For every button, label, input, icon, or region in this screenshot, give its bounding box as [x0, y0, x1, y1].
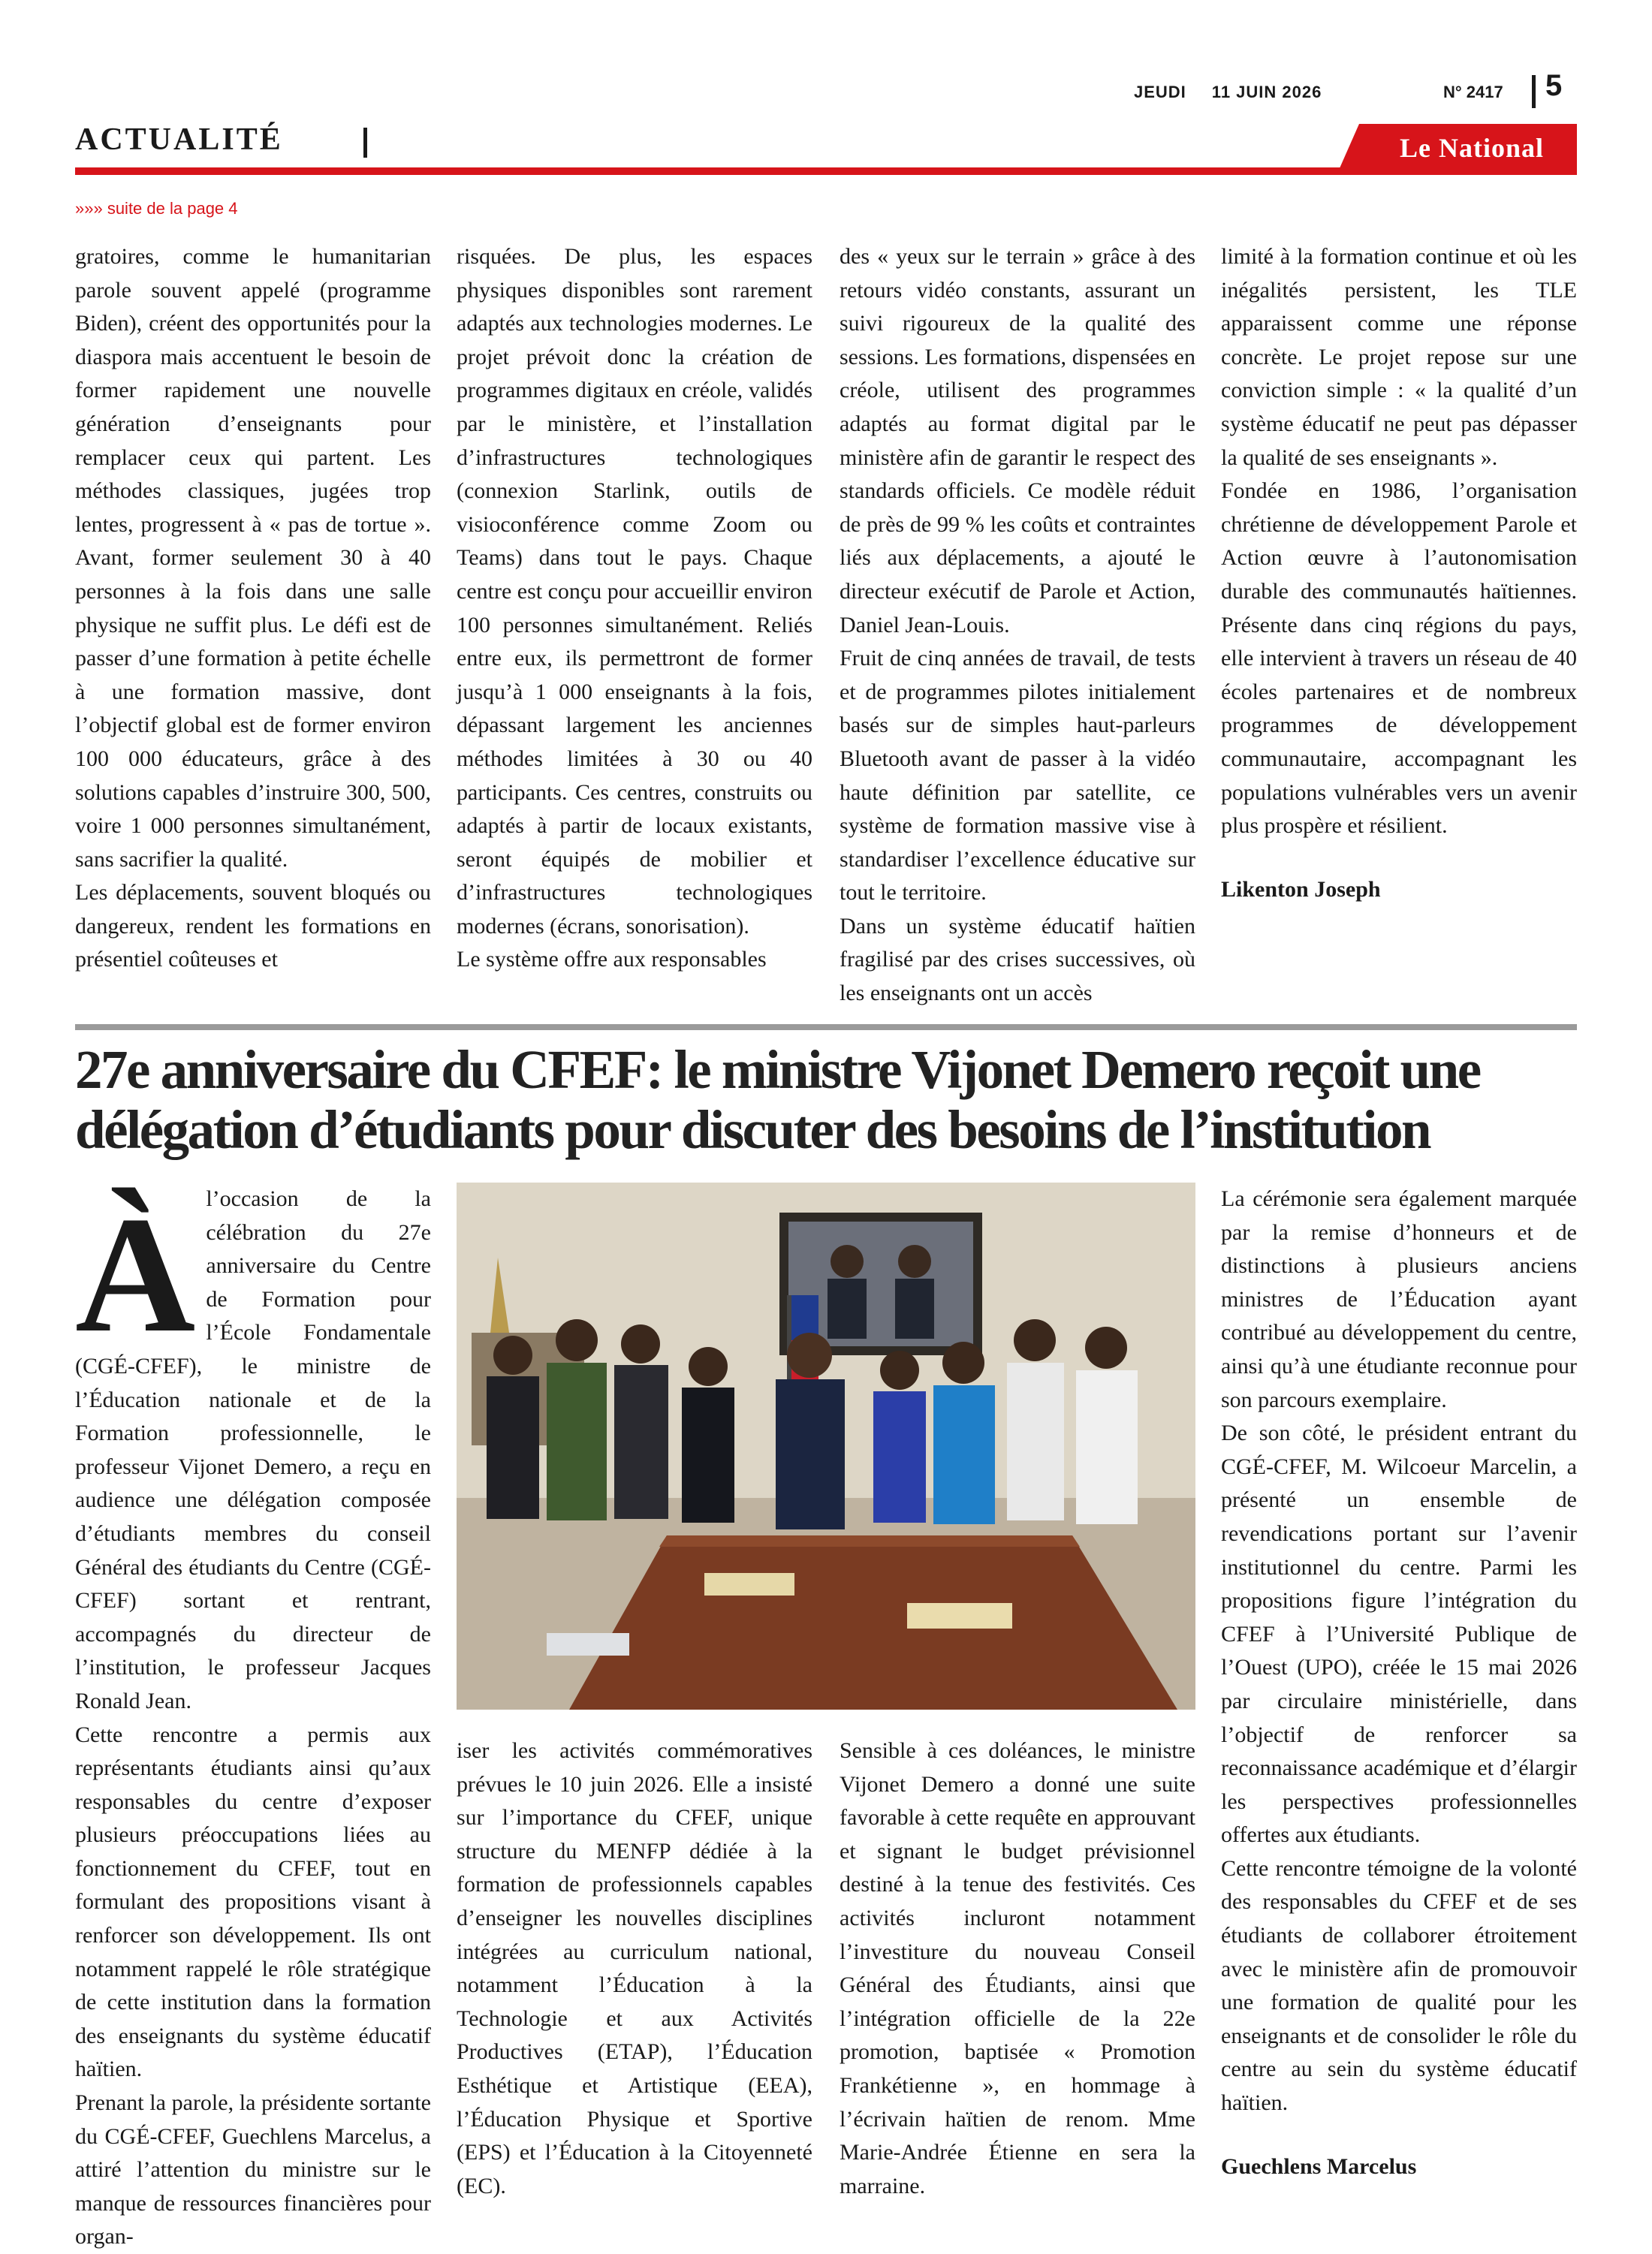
top-article-column-4 [1221, 240, 1577, 906]
main-article-column-1 [75, 1183, 431, 2254]
paragraph: La cérémonie sera également marquée par la remise d’honneurs et de distinctions à plusieurs anciens ministres de l’Éducation ayant contribué au développement du centre, ainsi qu’à une étudiante reconnue pour son parcours exemplaire. [1221, 1186, 1577, 1412]
section-divider [363, 128, 367, 158]
paragraph: Cette rencontre a permis aux représentants étudiants ainsi qu’aux responsables du centre d’exposer plusieurs préoccupations liées au fonctionnement du CFEF, tout en formulant des propositions visant à renforcer son développement. Ils ont notamment rappelé le rôle stratégique de cette institution dans la formation des enseignants du système éducatif haïtien. [75, 1722, 431, 2082]
paragraph: Prenant la parole, la présidente sortante du CGÉ-CFEF, Guechlens Marcelus, a attiré l’attention du ministre sur le manque de ressources financières pour organ- [75, 2090, 431, 2249]
top-article-column-3 [840, 240, 1195, 1011]
paragraph: iser les activités commémoratives prévues le 10 juin 2026. Elle a insisté sur l’importance du CFEF, unique structure du MENFP dédiée à la formation de professionnels capables d’enseigner les nouvelles disciplines intégrées au curriculum national, notamment l’Éducation à la Technologie et aux Activités Productives (ETAP), l’Éducation Esthétique et Artistique (EEA), l’Éducation Physique et Sportive (EPS) et l’Éducation à la Citoyenneté (EC). [457, 1738, 812, 2198]
paragraph: Le système offre aux responsables [457, 947, 767, 972]
brand-name: Le National [1399, 133, 1544, 163]
header-divider [1532, 75, 1536, 108]
issue-date: JEUDI 11 JUIN 2026 [1134, 83, 1322, 101]
paragraph: Fruit de cinq années de travail, de tests et de programmes pilotes initialement basés sur de simples haut-parleurs Bluetooth avant de passer à la vidéo haute définition par satellite, ce système de formation massive vise à standardiser l’excellence éducative sur tout le territoire. [840, 646, 1195, 906]
paragraph: Cette rencontre témoigne de la volonté des responsables du CFEF et de ses étudiants de collaborer étroitement avec le ministère afin de promouvoir une formation de qualité pour les enseignants et de consolider le rôle du centre au sein du système éducatif haïtien. [1221, 1855, 1577, 2116]
paragraph: l’occasion de la célébration du 27e anniversaire du Centre de Formation pour l’École Fondamentale (CGÉ-CFEF), le ministre de l’Éducation nationale et de la Formation professionnelle, le professeur Vijonet Demero, a reçu en audience une délégation composée d’étudiants membres du conseil Général des étudiants du Centre (CGÉ-CFEF) sortant et rentrant, accompagnés du directeur de l’institution, le professeur Jacques Ronald Jean. [75, 1186, 431, 1713]
paragraph: Dans un système éducatif haïtien fragilisé par des crises successives, où les enseignants ont un accès [840, 913, 1195, 1006]
issue-number: N° 2417 [1443, 83, 1503, 101]
section-title: ACTUALITÉ [75, 122, 283, 157]
top-article-column-1 [75, 240, 431, 977]
page-number: 5 [1545, 69, 1563, 102]
continued-from-link[interactable]: »»» suite de la page 4 [75, 199, 238, 218]
paragraph: Sensible à ces doléances, le ministre Vijonet Demero a donné une suite favorable à cette requête en approuvant et signant le budget prévisionnel destiné à la tenue des festivités. Ces activités incluront notamment l’investiture du nouveau Conseil Général des Étudiants, ainsi que l’intégration officielle de la 22e promotion, baptisée « Promotion Frankétienne », en hommage à l’écrivain haïtien de renom. Mme Marie-Andrée Étienne en sera la marraine. [840, 1738, 1195, 2198]
article-photo [457, 1183, 1195, 1710]
paragraph: De son côté, le président entrant du CGÉ-CFEF, M. Wilcoeur Marcelin, a présenté un ensemble de revendications portant sur l’avenir institutionnel du centre. Parmi les propositions figure l’intégration du CFEF à l’Université Publique de l’Ouest (UPO), créée le 15 mai 2026 par circulaire ministérielle, dans l’objectif de renforcer sa reconnaissance académique et d’élargir les perspectives professionnelles offertes aux étudiants. [1221, 1421, 1577, 1848]
main-article-column-4 [1221, 1183, 1577, 2183]
paragraph: gratoires, comme le humanitarian parole souvent appelé (programme Biden), créent des opportunités pour la diaspora mais accentuent le besoin de former rapidement une nouvelle génération d’enseignants pour remplacer ceux qui partent. Les méthodes classiques, jugées trop lentes, progressent à « pas de tortue ». Avant, former seulement 30 à 40 personnes à la fois dans une salle physique ne suffit plus. Le défi est de passer d’une formation à petite échelle à une formation massive, dont l’objectif global est de former environ 100 000 éducateurs, grâce à des solutions capables d’instruire 300, 500, voire 1 000 personnes simultanément, sans sacrifier la qualité. [75, 244, 431, 872]
main-article-byline: Guechlens Marcelus [1221, 2153, 1417, 2179]
paragraph: risquées. De plus, les espaces physiques disponibles sont rarement adaptés aux technologies modernes. Le projet prévoit donc la création de programmes digitaux en créole, validés par le ministère, et l’installation d’infrastructures technologiques (connexion Starlink, outils de visioconférence comme Zoom ou Teams) dans tout le pays. Chaque centre est conçu pour accueillir environ 100 personnes simultanément. Reliés entre eux, ils permettront de former jusqu’à 1 000 enseignants à la fois, dépassant largement les anciennes méthodes limitées à 30 ou 40 participants. Ces centres, construits ou adaptés à partir de locaux existants, seront équipés de mobilier et d’infrastructures technologiques modernes (écrans, sonorisation). [457, 244, 812, 939]
main-headline: 27e anniversaire du CFEF: le ministre Vijonet Demero reçoit une délégation d’étudiants pour discuter des besoins de l’institution [75, 1039, 1480, 1160]
paragraph: Fondée en 1986, l’organisation chrétienne de développement Parole et Action œuvre à l’autonomisation durable des communautés haïtiennes. Présente dans cinq régions du pays, elle intervient à travers un réseau de 40 écoles partenaires et de nombreux programmes de développement communautaire, accompagnant les populations vulnérables vers un avenir plus prospère et résilient. [1221, 478, 1577, 839]
top-article-column-2 [457, 240, 812, 977]
paragraph: des « yeux sur le terrain » grâce à des retours vidéo constants, assurant un suivi rigoureux de la qualité des sessions. Les formations, dispensées en créole, utilisent des programmes adaptés au format digital par le ministère afin de garantir le respect des standards officiels. Ce modèle réduit de près de 99 % les coûts et contraintes liés aux déplacements, a ajouté le directeur exécutif de Parole et Action, Daniel Jean-Louis. [840, 244, 1195, 637]
main-article-column-2 [457, 1734, 812, 2203]
group-photo-illustration [457, 1183, 1195, 1710]
top-article-byline: Likenton Joseph [1221, 876, 1381, 902]
paragraph: Les déplacements, souvent bloqués ou dangereux, rendent les formations en présentiel coûteuses et [75, 880, 431, 972]
main-article-column-3 [840, 1734, 1195, 2203]
article-separator [75, 1024, 1577, 1030]
drop-cap: À [75, 1183, 196, 1367]
paragraph: limité à la formation continue et où les inégalités persistent, les TLE apparaissent comme une réponse concrète. Le projet repose sur une conviction simple : « la qualité d’un système éducatif ne peut pas dépasser la qualité de ses enseignants ». [1221, 244, 1577, 470]
